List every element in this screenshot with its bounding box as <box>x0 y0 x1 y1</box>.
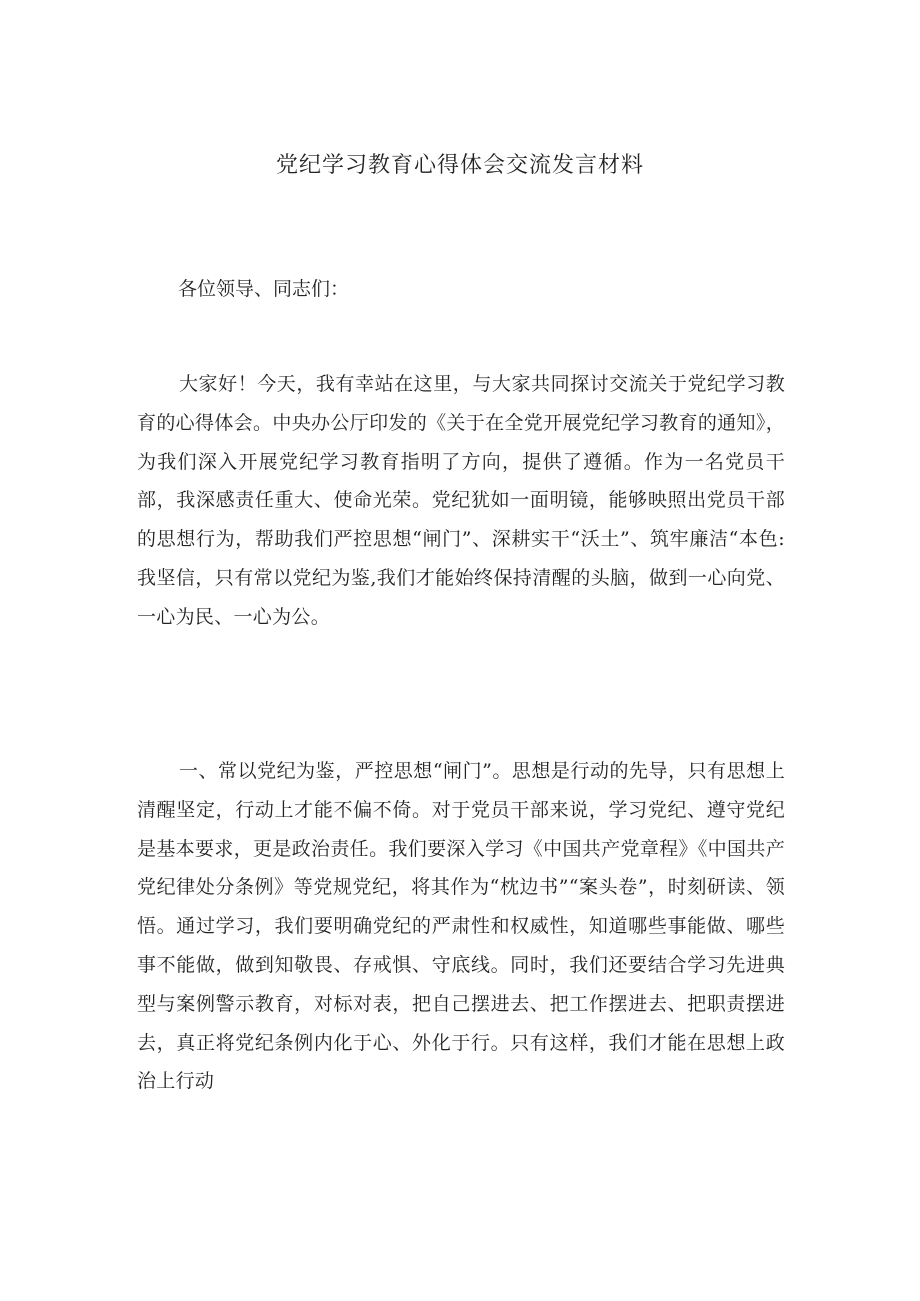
document-title: 党纪学习教育心得体会交流发言材料 <box>275 153 644 178</box>
body-paragraph-2: 一、常以党纪为鉴，严控思想“闸门”。思想是行动的先导，只有思想上清醒坚定，行动上才能不偏不倚。对于党员干部来说，学习党纪、遵守党纪是基本要求，更是政治责任。我们要深入学习《中国共产党章程》《中国共产党纪律处分条例》等党规党纪，将其作为“枕边书”“案头卷”，时刻研读、领悟。通过学习，我们要明确党纪的严肃性和权威性，知道哪些事能做、哪些事不能做，做到知敬畏、存戒惧、守底线。同时，我们还要结合学习先进典型与案例警示教育，对标对表，把自己摆进去、把工作摆进去、把职责摆进去，真正将党纪条例内化于心、外化于行。只有这样，我们才能在思想上政治上行动 <box>137 760 785 1093</box>
salutation: 各位领导、同志们： <box>178 278 350 300</box>
body-paragraph-1: 大家好！今天，我有幸站在这里，与大家共同探讨交流关于党纪学习教育的心得体会。中央办公厅印发的《关于在全党开展党纪学习教育的通知》，为我们深入开展党纪学习教育指明了方向，提供了遵循。作为一名党员干部，我深感责任重大、使命光荣。党纪犹如一面明镜，能够映照出党员干部的思想行为，帮助我们严控思想“闸门”、深耕实干“沃土”、筑牢廉洁“本色:我坚信，只有常以党纪为鉴,我们才能始终保持清醒的头脑，做到一心向党、一心为民、一心为公。 <box>137 373 785 628</box>
